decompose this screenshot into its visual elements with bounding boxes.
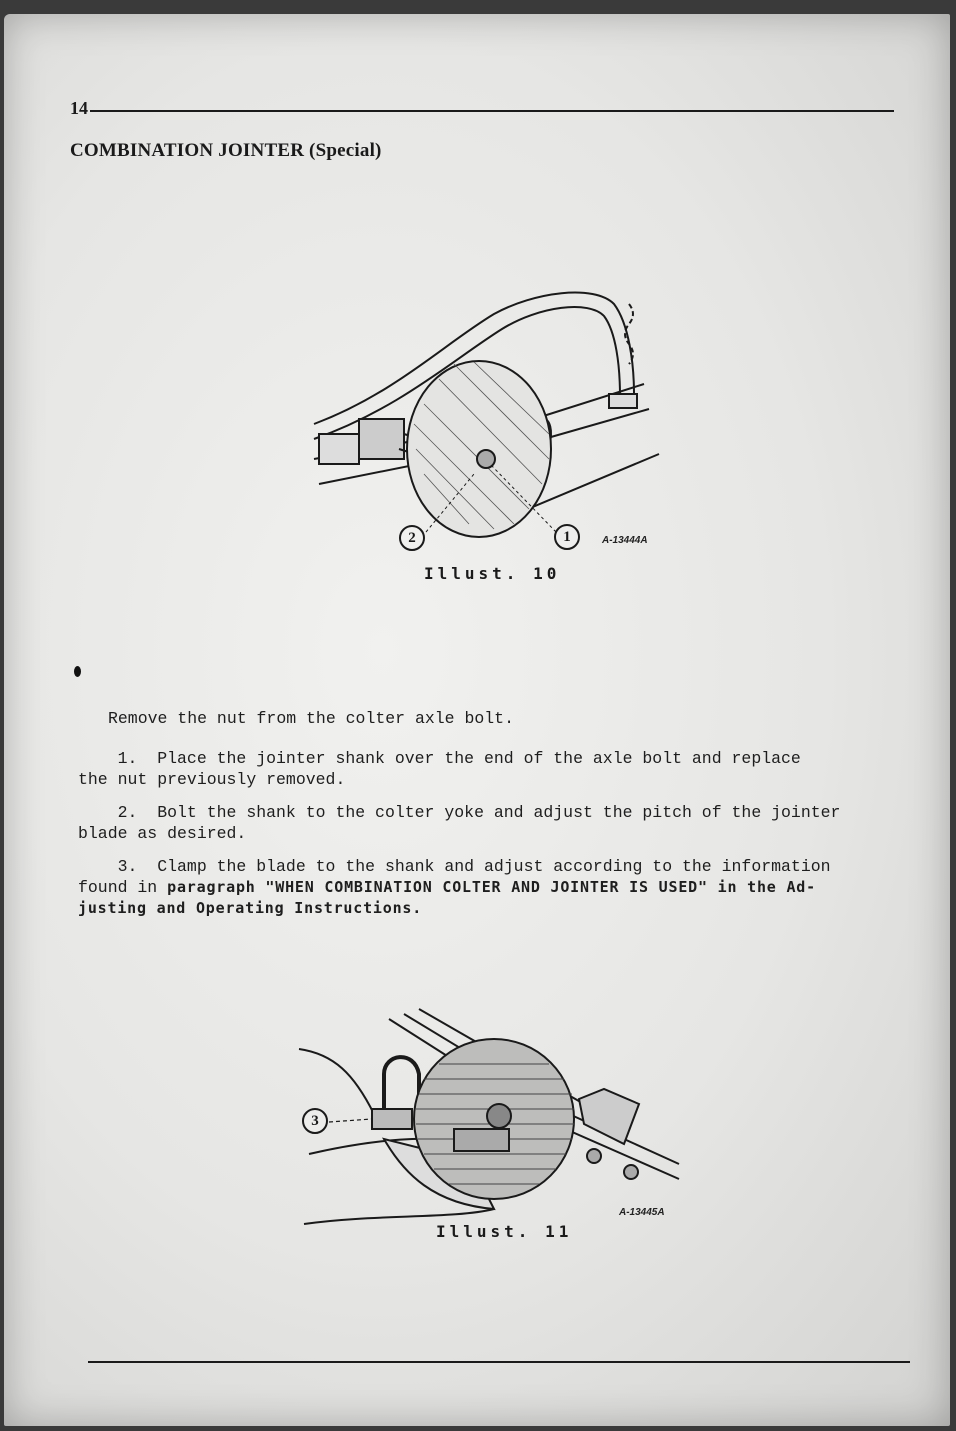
manual-page <box>4 14 950 1426</box>
step-1 <box>78 748 928 790</box>
step-1-line-1: 1. Place the jointer shank over the end of the axle bolt and replace <box>78 749 801 768</box>
step-2 <box>78 802 928 844</box>
step-3-line-2-plain: found in <box>78 878 168 897</box>
step-2-line-1: 2. Bolt the shank to the colter yoke and adjust the pitch of the jointer <box>78 803 841 822</box>
illustration-11-caption: Illust. 11 <box>436 1222 573 1241</box>
illustration-11 <box>294 1004 684 1229</box>
footer-rule <box>88 1361 910 1363</box>
step-3 <box>78 856 928 919</box>
step-1-line-2: the nut previously removed. <box>78 770 346 789</box>
colter-jointer-drawing <box>304 284 664 554</box>
page-number: 14 <box>70 98 88 118</box>
jointer-shank-drawing <box>294 1004 684 1229</box>
section-title: COMBINATION JOINTER (Special) <box>70 140 382 161</box>
step-3-line-2-bold: paragraph "WHEN COMBINATION COLTER AND JOINTER IS USED" in the Ad- <box>167 878 816 896</box>
step-3-line-1: 3. Clamp the blade to the shank and adjust according to the information <box>78 857 831 876</box>
ink-mark <box>74 666 81 677</box>
step-3-line-3-bold: justing and Operating Instructions. <box>78 899 423 917</box>
figure-code: A-13445A <box>619 1207 665 1218</box>
callout-1: 1 <box>554 524 580 550</box>
intro-text: Remove the nut from the colter axle bolt. <box>108 709 514 728</box>
illustration-10 <box>304 284 664 554</box>
illustration-10-caption: Illust. 10 <box>424 564 561 583</box>
callout-3: 3 <box>302 1108 328 1134</box>
header-rule <box>90 110 894 112</box>
callout-2: 2 <box>399 525 425 551</box>
figure-code: A-13444A <box>602 535 648 546</box>
step-2-line-2: blade as desired. <box>78 824 247 843</box>
